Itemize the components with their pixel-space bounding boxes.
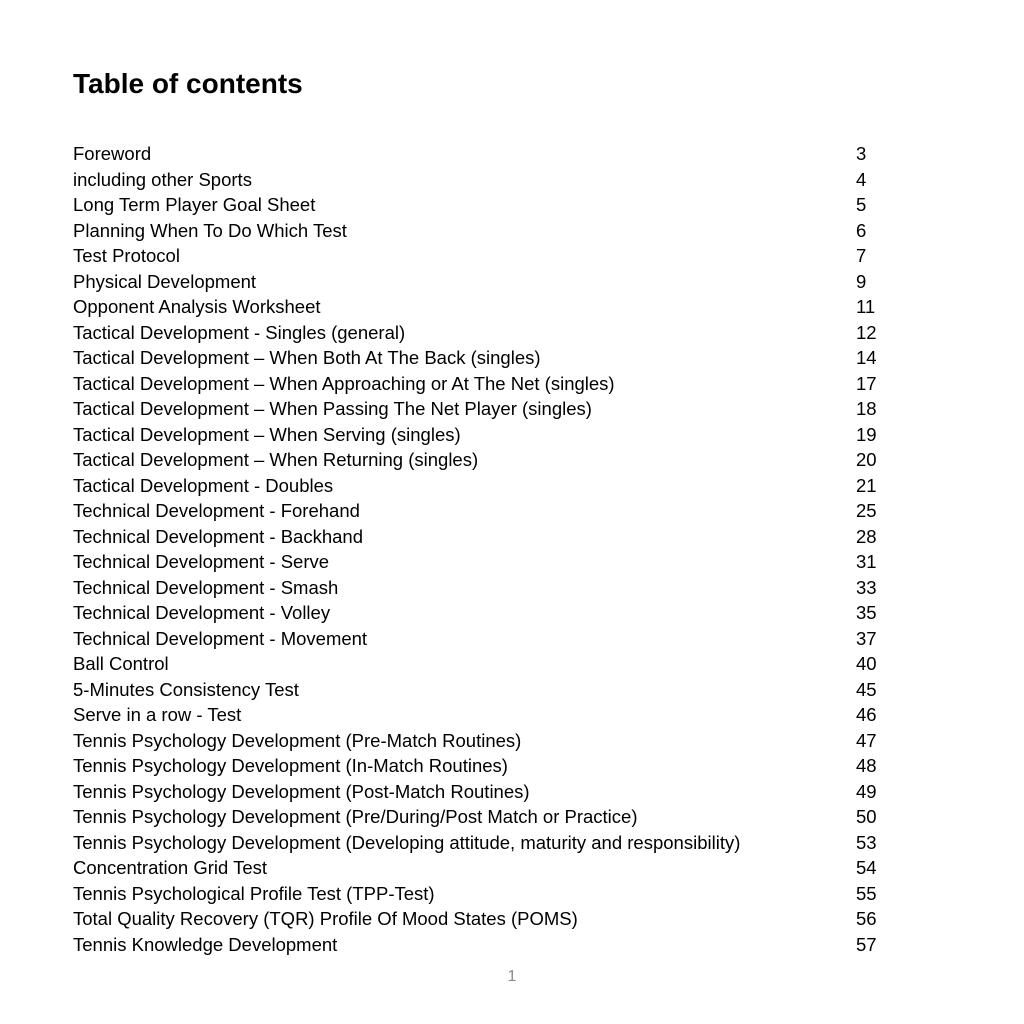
toc-entry-title: Technical Development - Movement xyxy=(73,627,368,649)
toc-entry-title: Planning When To Do Which Test xyxy=(73,219,347,241)
toc-entry-title: Tactical Development – When Passing The Net Player (singles) xyxy=(73,398,592,419)
toc-entry-page: 33 xyxy=(856,576,877,598)
toc-entry-page: 49 xyxy=(856,780,877,802)
toc-entry-title: Technical Development - Volley xyxy=(73,602,331,623)
toc-entry xyxy=(73,371,883,397)
toc-entry-page: 19 xyxy=(856,423,877,445)
toc-entry-title: Tactical Development – When Approaching or At The Net (singles) xyxy=(73,372,615,394)
toc-entry xyxy=(73,243,883,269)
toc-entry xyxy=(73,345,883,371)
toc-entry xyxy=(73,396,883,422)
toc-entry-page: 55 xyxy=(856,882,877,904)
toc-entry-title: Technical Development - Serve xyxy=(73,551,330,572)
toc-entry-title: Tennis Psychology Development (Post-Match Routines) xyxy=(73,780,530,802)
toc-entry xyxy=(73,218,883,244)
toc-entry-page: 57 xyxy=(856,933,877,955)
toc-entry xyxy=(73,626,883,652)
toc-entry-page: 5 xyxy=(856,194,867,215)
toc-entry-title: Tennis Psychology Development (In-Match Routines) xyxy=(73,755,508,776)
toc-entry xyxy=(73,473,883,499)
toc-entry xyxy=(73,753,883,779)
toc-entry xyxy=(73,855,883,881)
toc-entry xyxy=(73,702,883,728)
toc-entry xyxy=(73,600,883,626)
toc-entry xyxy=(73,141,883,167)
toc-entry-page: 6 xyxy=(856,219,867,241)
toc-entry-title: Tactical Development – When Serving (singles) xyxy=(73,423,461,445)
toc-entry-page: 53 xyxy=(856,831,877,853)
toc-entry-title: Tactical Development – When Both At The Back (singles) xyxy=(73,347,541,368)
toc-entry-title: Total Quality Recovery (TQR) Profile Of Mood States (POMS) xyxy=(73,908,578,929)
toc-entry-title: Ball Control xyxy=(73,653,169,674)
toc-entry xyxy=(73,549,883,575)
toc-entry-title: 5-Minutes Consistency Test xyxy=(73,678,299,700)
toc-entry-page: 21 xyxy=(856,474,877,496)
toc-entry xyxy=(73,830,883,856)
toc-entry-page: 37 xyxy=(856,627,877,649)
toc-entry-page: 31 xyxy=(856,551,877,572)
toc-entry xyxy=(73,320,883,346)
toc-entry-title: Technical Development - Backhand xyxy=(73,525,363,547)
page-number: 1 xyxy=(507,968,517,985)
toc-entry-page: 56 xyxy=(856,908,877,929)
toc-entry-title: Tennis Psychology Development (Developing attitude, maturity and responsibility) xyxy=(73,831,741,853)
toc-entry xyxy=(73,524,883,550)
toc-entry-page: 14 xyxy=(856,347,877,368)
toc-entry-title: including other Sports xyxy=(73,168,252,190)
toc-entry-page: 20 xyxy=(856,449,877,470)
toc-entry-page: 47 xyxy=(856,729,877,751)
toc-entry xyxy=(73,677,883,703)
toc-entry xyxy=(73,651,883,677)
toc-entry-title: Tennis Psychology Development (Pre/During/Post Match or Practice) xyxy=(73,806,638,827)
toc-entry xyxy=(73,575,883,601)
toc-entry xyxy=(73,294,883,320)
toc-entry-page: 3 xyxy=(856,143,867,164)
toc-entry-title: Foreword xyxy=(73,143,152,164)
toc-entry-title: Test Protocol xyxy=(73,245,180,266)
toc-list xyxy=(73,141,883,957)
toc-entry xyxy=(73,447,883,473)
toc-entry-page: 50 xyxy=(856,806,877,827)
toc-entry-title: Tactical Development - Doubles xyxy=(73,474,334,496)
toc-entry-title: Technical Development - Smash xyxy=(73,576,339,598)
toc-entry xyxy=(73,192,883,218)
toc-entry-page: 4 xyxy=(856,168,867,190)
toc-entry xyxy=(73,804,883,830)
toc-entry xyxy=(73,906,883,932)
page-title: Table of contents xyxy=(73,68,303,99)
toc-entry xyxy=(73,728,883,754)
toc-entry xyxy=(73,932,883,958)
toc-entry-page: 9 xyxy=(856,270,867,292)
toc-entry xyxy=(73,498,883,524)
toc-entry-page: 7 xyxy=(856,245,867,266)
toc-entry xyxy=(73,269,883,295)
toc-entry-page: 18 xyxy=(856,398,877,419)
toc-entry-title: Technical Development - Forehand xyxy=(73,500,360,521)
toc-entry-page: 46 xyxy=(856,704,877,725)
toc-entry-title: Tactical Development – When Returning (singles) xyxy=(73,449,479,470)
toc-entry-title: Opponent Analysis Worksheet xyxy=(73,296,321,317)
toc-entry-title: Serve in a row - Test xyxy=(73,704,242,725)
toc-entry-page: 28 xyxy=(856,525,877,547)
toc-entry-page: 40 xyxy=(856,653,877,674)
toc-entry-page: 48 xyxy=(856,755,877,776)
toc-entry-page: 54 xyxy=(856,857,877,878)
toc-entry xyxy=(73,422,883,448)
toc-entry-title: Tennis Psychology Development (Pre-Match Routines) xyxy=(73,729,522,751)
toc-entry xyxy=(73,881,883,907)
toc-entry xyxy=(73,779,883,805)
toc-entry-page: 35 xyxy=(856,602,877,623)
toc-entry-page: 25 xyxy=(856,500,877,521)
toc-entry-title: Long Term Player Goal Sheet xyxy=(73,194,316,215)
toc-entry-page: 11 xyxy=(856,296,876,317)
toc-entry-title: Tactical Development - Singles (general) xyxy=(73,321,406,343)
toc-entry xyxy=(73,167,883,193)
toc-entry-title: Tennis Psychological Profile Test (TPP-Test) xyxy=(73,882,435,904)
toc-entry-title: Physical Development xyxy=(73,270,257,292)
toc-entry-title: Tennis Knowledge Development xyxy=(73,933,338,955)
toc-entry-title: Concentration Grid Test xyxy=(73,857,268,878)
toc-entry-page: 45 xyxy=(856,678,877,700)
toc-entry-page: 17 xyxy=(856,372,877,394)
toc-entry-page: 12 xyxy=(856,321,877,343)
